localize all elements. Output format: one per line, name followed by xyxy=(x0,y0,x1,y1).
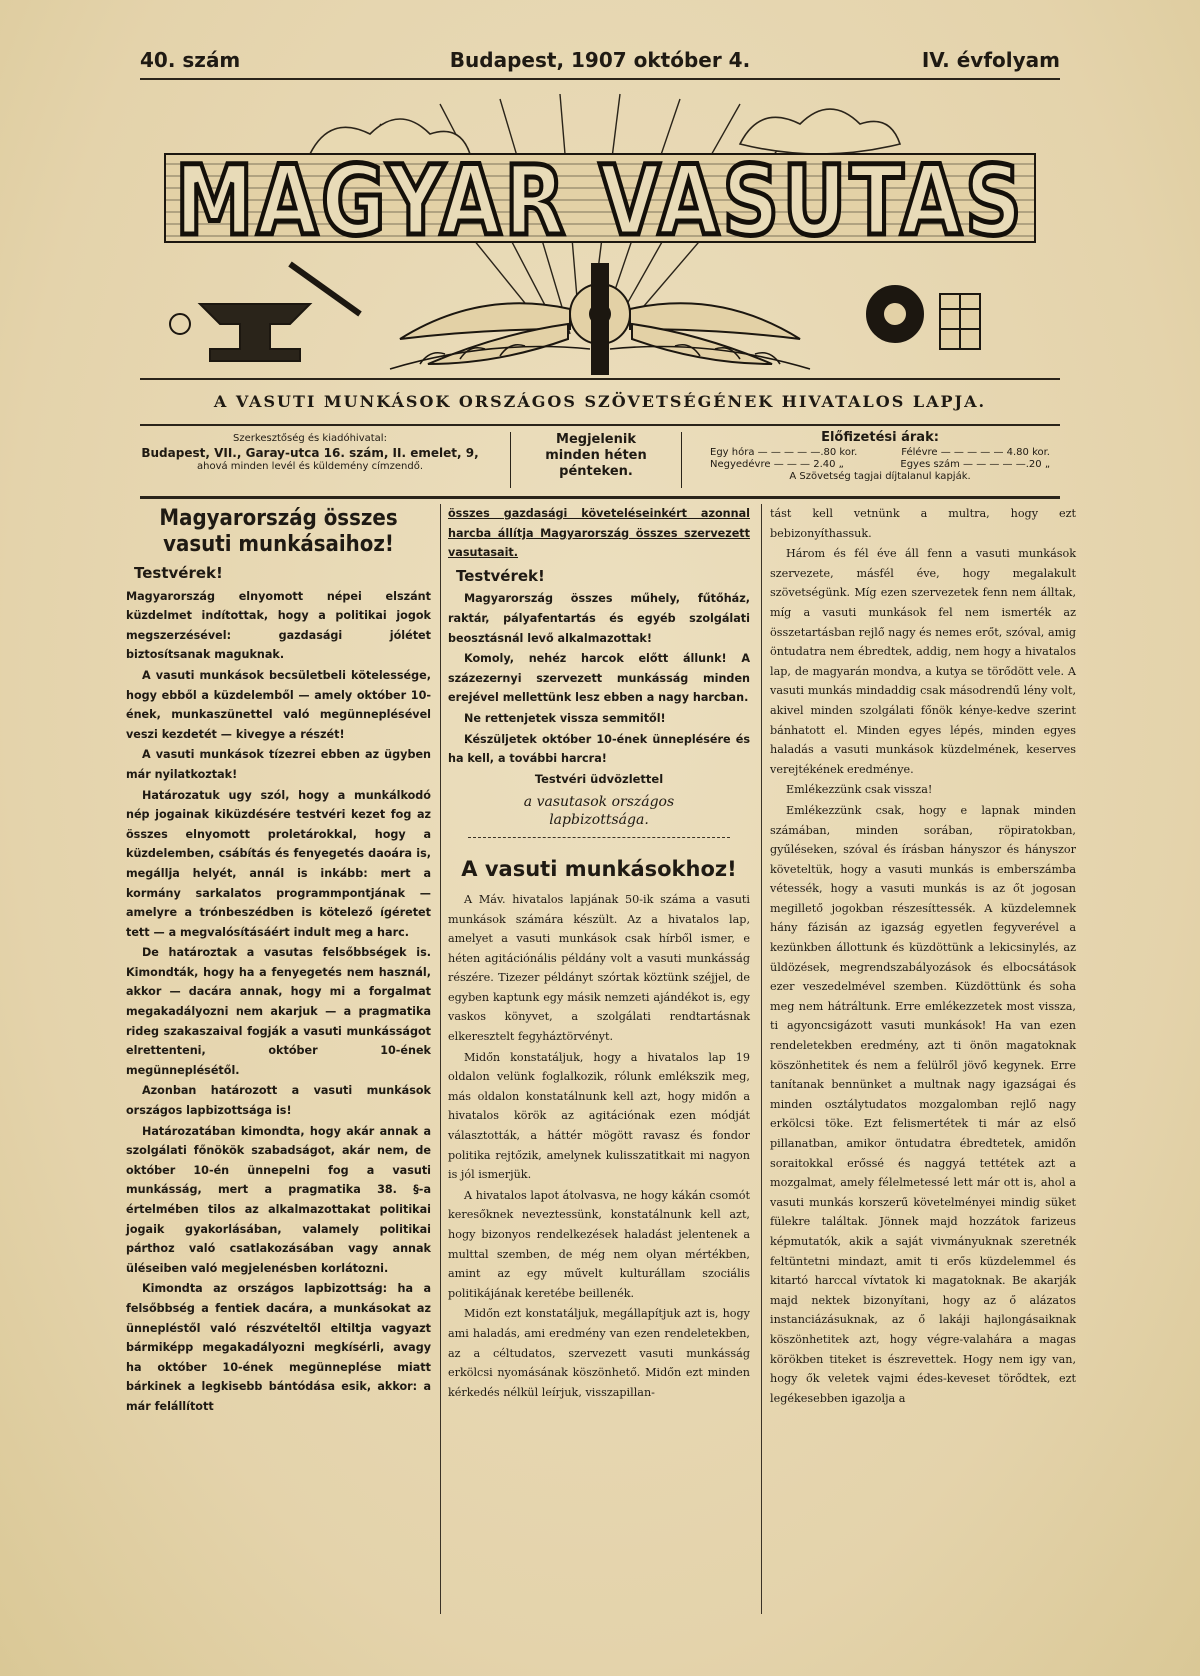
article1-continuation-paragraph: Készüljetek október 10-ének ünneplésére és ha kell, a további harcra! xyxy=(448,732,750,766)
schedule-line: pénteken. xyxy=(559,464,633,479)
svg-text:MAGYAR VASUTAS: MAGYAR VASUTAS xyxy=(175,145,1025,257)
publication-schedule xyxy=(510,432,682,488)
article1-continuation-greeting: Testvérek! xyxy=(456,566,545,585)
subscription-prices xyxy=(700,432,1060,483)
price-item: Negyedévre — — — 2.40 „ xyxy=(710,459,844,470)
office-address: Budapest, VII., Garay-utca 16. szám, II. emelet, 9, xyxy=(141,446,479,460)
column-divider xyxy=(761,504,762,1614)
article1-paragraph: A vasuti munkások tízezrei ebben az ügyben már nyilatkoztak! xyxy=(126,748,431,781)
article2-paragraph: A Máv. hivatalos lapjának 50-ik száma a vasuti munkások számára készült. Az a hivatalos lap, amelyet a vasuti munkások csak hírből ismer, e héten agitációnális példány volt a vasuti munkásság részére. Tizezer példányt szórtak köztünk széjjel, de egyben kaptunk egy másik nemzeti ajándékot is, egy vaskos könyvet, a szolgálati rendtartásnak elkeresztelt fegyháztörvényt. xyxy=(448,892,750,1044)
article1-paragraph: Határozatában kimondta, hogy akár annak a szolgálati főnökök szabadságot, akár nem, de október 10-én ünnepelni fog a vasuti munkásság, mert a pragmatika 38. §-a értelmében tilos az alkalmazottakat politikai jogaik gyakorlásában, valamely politikai párthoz való csatlakozásában vagy annak üléseiben való megjelenésben korlátozni. xyxy=(126,1124,431,1275)
article1-continuation-paragraph: Magyarország összes műhely, fűtőház, raktár, pályafentartás és egyéb szolgálati beosztásnál levő alkalmazottak! xyxy=(448,592,750,645)
article1-paragraph: De határoztak a vasutas felsőbbségek is. Kimondták, hogy ha a fenyegetés nem használ, akkor — dacára annak, hogy mi a forgalmat megakadályozni nem akarjuk — a pragmatika rideg szakaszaival fogják a vasuti munkásságot elrettenteni, október 10-ének megünneplésétől. xyxy=(126,946,431,1077)
article1-paragraph: Kimondta az országos lapbizottság: ha a felsőbbség a fentiek dacára, a munkásokat az ünnepléstől való részvételtől eltiltja vagyazt bármiképp megakadályozni megkísérli, avagy ha október 10-ének megünneplése miatt bárkinek a legkisebb bántódása esik, akkor: a már felállított xyxy=(126,1282,431,1413)
article2-headline: A vasuti munkásokhoz! xyxy=(461,857,737,882)
article2-continuation-paragraph: Emlékezzünk csak, hogy e lapnak minden számában, minden sorában, röpiratokban, gyűléseken, szóval és írásban hányszor és hányszor követeltük, hogy a vasuti munkás is emberszámba vétessék, hogy a vasuti munkás is az őt jogosan megillető jogokban részesíttessék. A küzdelemnek hány fázisán az igazság egyetlen fegyverével a kezünkben állottunk és küzdöttünk a lekicsinylés, az üldözések, megrendszabályozások és elbocsátások ezer veszedelmével szemben. Küzdöttünk és soha meg nem hátráltunk. Erre emlékezzetek most vissza, ti agyoncsigázott vasuti munkások! Ha van ezen rendeletekben eredmény, azt ti önön magatoknak köszönhetitek és nem a felülről jövő kegynek. Erre tanítanak bennünket a multnak nagy igazságai és minden osztálytudatos mozgalomban rejlő nagy erkölcsi töke. Ezt felismertétek ti már az első pillanatban, amikor öntudatra ébredtetek, amidőn soraitokkal erőssé és naggyá tettétek azt a mozgalmat, amely félelmetessé lett már ott is, ahol a vasuti munkás korszerű követelményei mindig süket fülekre találtak. Jönnek majd hozzátok farizeus képmutatók, akik a saját vivmányuknak szeretnék feltüntetni mindazt, amit ti erős küzdelemmel és kitartó harccal vívtatok ki magatoknak. Be akarják majd nektek bizonyítani, hogy az ő alázatos instanciázásuknak, az ő lakáji hajlongásaiknak köszönhetitek azt, hogy végre-valahára a magas körökben titeket is észrevettek. Hogy nem igy van, hogy ők veletek vajmi édes-keveset törődtek, ezt legékesebben igazolja a xyxy=(770,803,1076,1405)
office-note: ahová minden levél és küldemény címzendő. xyxy=(196,461,423,472)
prices-note: A Szövetség tagjai díjtalanul kapják. xyxy=(789,471,971,482)
article1-continuation-lead: összes gazdasági követeléseinkért azonnal harcba állítja Magyarország összes szervezett vasutasait. xyxy=(448,507,750,560)
paper-subtitle: A VASUTI MUNKÁSOK ORSZÁGOS SZÖVETSÉGÉNEK HIVATALOS LAPJA. xyxy=(213,392,987,411)
article2-continuation-paragraph: Emlékezzünk csak vissza! xyxy=(786,783,933,797)
price-row xyxy=(700,447,1060,459)
article-separator xyxy=(468,837,730,838)
column-1 xyxy=(126,504,431,1418)
masthead-illustration xyxy=(140,84,1060,374)
winged-wheel-icon xyxy=(400,264,800,374)
price-row xyxy=(700,459,1060,471)
article1-greeting: Testvérek! xyxy=(134,564,223,582)
article2-continuation-paragraph: tást kell vetnünk a multra, hogy ezt bebizonyíthassuk. xyxy=(770,507,1076,540)
article2-paragraph: Midőn konstatáljuk, hogy a hivatalos lap 19 oldalon velünk foglalkozik, rólunk emlékszik meg, más oldalon konstatálnunk kell azt, hogy midőn a hivatalos körök az agitációnak ezen módját választották, a háttér mögött ravasz és fondor politika rejtőzik, amelynek kulisszatitkait mi nagyon is jól ismerjük. xyxy=(448,1050,750,1182)
price-item: Félévre — — — — — 4.80 kor. xyxy=(901,447,1050,458)
schedule-line: minden héten xyxy=(545,448,647,463)
info-box xyxy=(140,426,1060,496)
dateline: Budapest, 1907 október 4. xyxy=(449,48,751,72)
office-label: Szerkesztőség és kiadóhivatal: xyxy=(233,433,387,444)
column-2 xyxy=(448,504,750,1403)
price-item: Egy hóra — — — — —.80 kor. xyxy=(710,447,858,458)
article1-paragraph: A vasuti munkások becsületbeli kötelessége, hogy ebből a küzdelemből — amely október 10-ének, munkaszünettel való megünneplésével veszi kezdetét — kivegye a részét! xyxy=(126,668,431,741)
header-rule xyxy=(140,78,1060,80)
masthead-rule xyxy=(140,378,1060,380)
signature xyxy=(448,793,750,829)
article1-continuation-paragraph: Ne rettenjetek vissza semmitől! xyxy=(464,711,666,725)
article1-headline: Magyarország összes vasuti munkásaihoz! xyxy=(159,506,398,557)
article2-paragraph: Midőn ezt konstatáljuk, megállapítjuk azt is, hogy ami haladás, ami eredmény van ezen rendeletekben, az a céltudatos, szervezett vasuti munkásság erkölcsi nyomásának köszönhető. Midőn ezt minden kérkedés nélkül leírjuk, visszapillan- xyxy=(448,1307,750,1399)
prices-title: Előfizetési árak: xyxy=(821,430,939,445)
page-header xyxy=(140,48,1060,76)
closing-greeting: Testvéri üdvözlettel xyxy=(534,771,664,786)
signature-line: a vasutasok országos xyxy=(523,794,675,811)
article1-paragraph: Határozatuk ugy szól, hogy a munkálkodó nép jogainak kiküzdésére testvéri kezet fog az összes elnyomott proletárokkal, hogy a küzdelemben, csábítás és fenyegetés daoára is, megállja helyét, annál is inkább: mert a kormány sarkalatos programmpontjának — amelyre a trónbeszédben is kötelező ígéretet tett — a megvalósításáért indult meg a harc. xyxy=(126,788,431,939)
info-bottom-rule xyxy=(140,496,1060,499)
signature-line: lapbizottsága. xyxy=(549,812,649,829)
masthead-title xyxy=(165,145,1035,257)
volume-number: IV. évfolyam xyxy=(921,48,1060,72)
issue-number: 40. szám xyxy=(140,48,241,72)
schedule-line: Megjelenik xyxy=(556,432,636,447)
column-3 xyxy=(770,504,1076,1409)
lantern-icon xyxy=(867,286,980,349)
editorial-office xyxy=(140,432,480,474)
article1-continuation-paragraph: Komoly, nehéz harcok előtt állunk! A százezernyi szervezett munkásság minden erejével mellettünk lesz ebben a nagy harcban. xyxy=(448,652,750,705)
article1-paragraph: Magyarország elnyomott népei elszánt küzdelmet indítottak, hogy a politikai jogok megszerzésével: gazdasági jólétet biztosítsanak maguknak. xyxy=(126,589,431,662)
anvil-icon xyxy=(170,264,360,361)
price-item: Egyes szám — — — — —.20 „ xyxy=(900,459,1050,470)
article2-paragraph: A hivatalos lapot átolvasva, ne hogy kákán csomót keresőknek neveztessünk, konstatálnunk kell azt, hogy bizonyos rendelkezések haladást jelentenek a multtal szemben, de még nem olyan mértékben, amint az egy művelt kulturállam szociális politikájának keretébe beillenék. xyxy=(448,1188,750,1300)
column-divider xyxy=(440,504,441,1614)
article2-continuation-paragraph: Három és fél éve áll fenn a vasuti munkások szervezete, másfél éve, hogy megalakult szövetségünk. Míg ezen szervezetek fenn nem álltak, míg a vasuti munkások fel nem ismerték az összetartásban rejlő nagy és nemes erőt, szóval, amig öntudatra nem ébredtek, addig, nem hogy a hivatalos lap, de magyarán mondva, a kutya se törődött vele. A vasuti munkás mindaddig csak másodrendű lény volt, akivel minden szolgálati főnök kénye-kedve szerint bánhatott el. Minden egyes lépés, minden egyes haladás a vasuti munkások küzdelmének, keserves verejtékének eredménye. xyxy=(770,547,1076,776)
article1-paragraph: Azonban határozott a vasuti munkások országos lapbizottsága is! xyxy=(126,1084,431,1118)
